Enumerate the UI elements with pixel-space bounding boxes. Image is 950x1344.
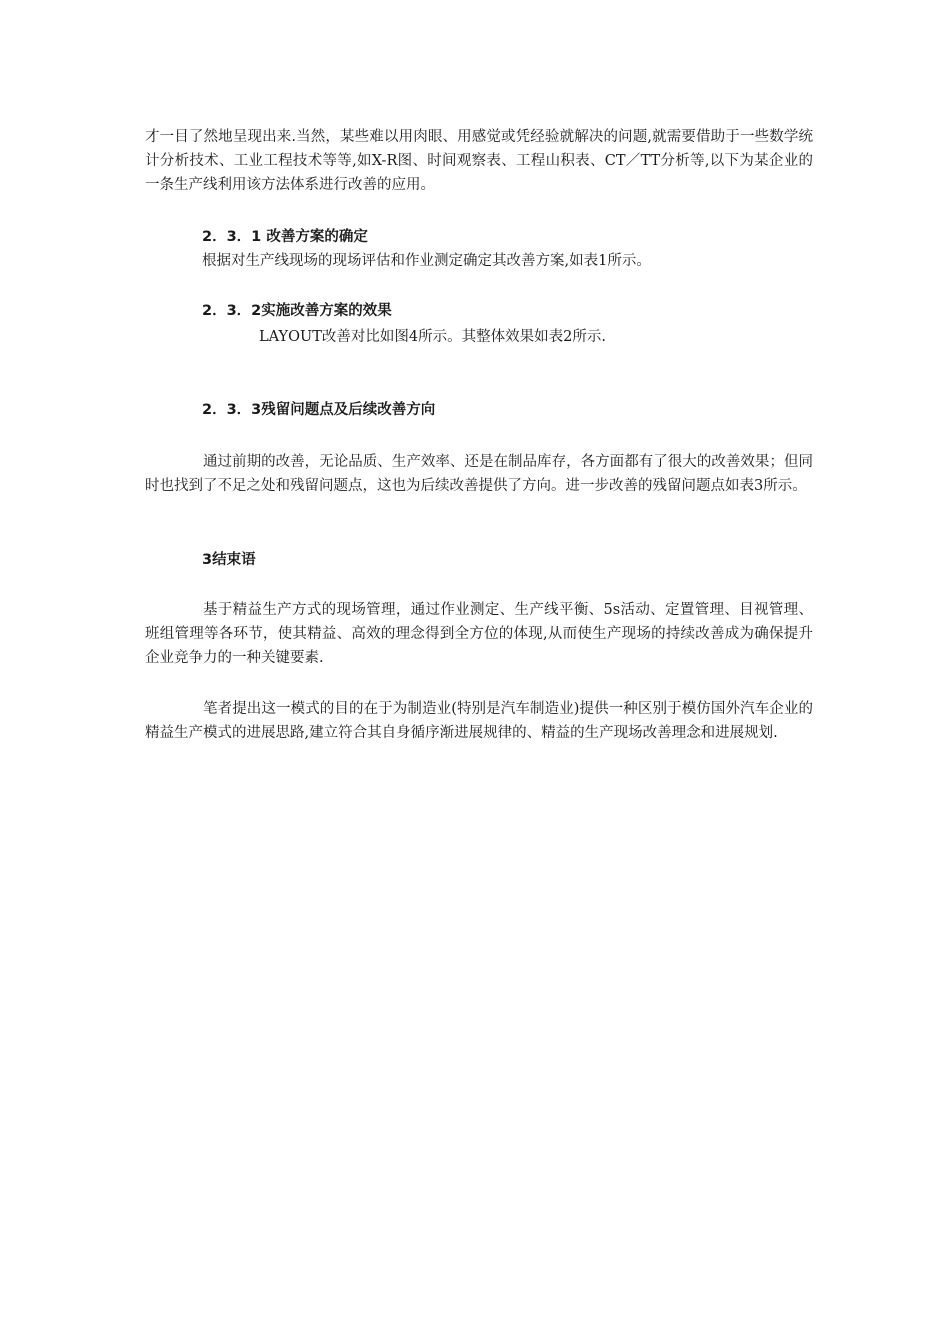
section-2-3-3-body: 通过前期的改善，无论品质、生产效率、还是在制品库存，各方面都有了很大的改善效果；但同时也找到了不足之处和残留问题点，这也为后续改善提供了方向。进一步改善的残留问题点如表3所示。 xyxy=(145,454,813,494)
section-2-3-2-heading: 2．3．2实施改善方案的效果 xyxy=(202,303,392,319)
conclusion-paragraph-2: 笔者提出这一模式的目的在于为制造业(特别是汽车制造业)提供一种区别于模仿国外汽车企业的精益生产模式的进展思路,建立符合其自身循序渐进展规律的、精益的生产现场改善理念和进展规划. xyxy=(145,701,813,741)
section-2-3-2-body: LAYOUT改善对比如图4所示。其整体效果如表2所示. xyxy=(259,329,606,345)
section-2-3-3-heading: 2．3．3残留问题点及后续改善方向 xyxy=(202,402,436,418)
intro-paragraph: 才一目了然地呈现出来.当然，某些难以用肉眼、用感觉或凭经验就解决的问题,就需要借助于一些数学统计分析技术、工业工程技术等等,如X-R图、时间观察表、工程山积表、CT／TT分析等,以下为某企业的一条生产线利用该方法体系进行改善的应用。 xyxy=(145,129,813,193)
section-2-3-1-heading: 2．3．1 改善方案的确定 xyxy=(202,229,368,245)
section-3-heading: 3结束语 xyxy=(202,552,256,568)
section-2-3-1-body: 根据对生产线现场的现场评估和作业测定确定其改善方案,如表1所示。 xyxy=(202,253,651,269)
conclusion-paragraph-1: 基于精益生产方式的现场管理，通过作业测定、生产线平衡、5s活动、定置管理、目视管理、班组管理等各环节，使其精益、高效的理念得到全方位的体现,从而使生产现场的持续改善成为确保提升企业竞争力的一种关键要素. xyxy=(145,602,813,666)
